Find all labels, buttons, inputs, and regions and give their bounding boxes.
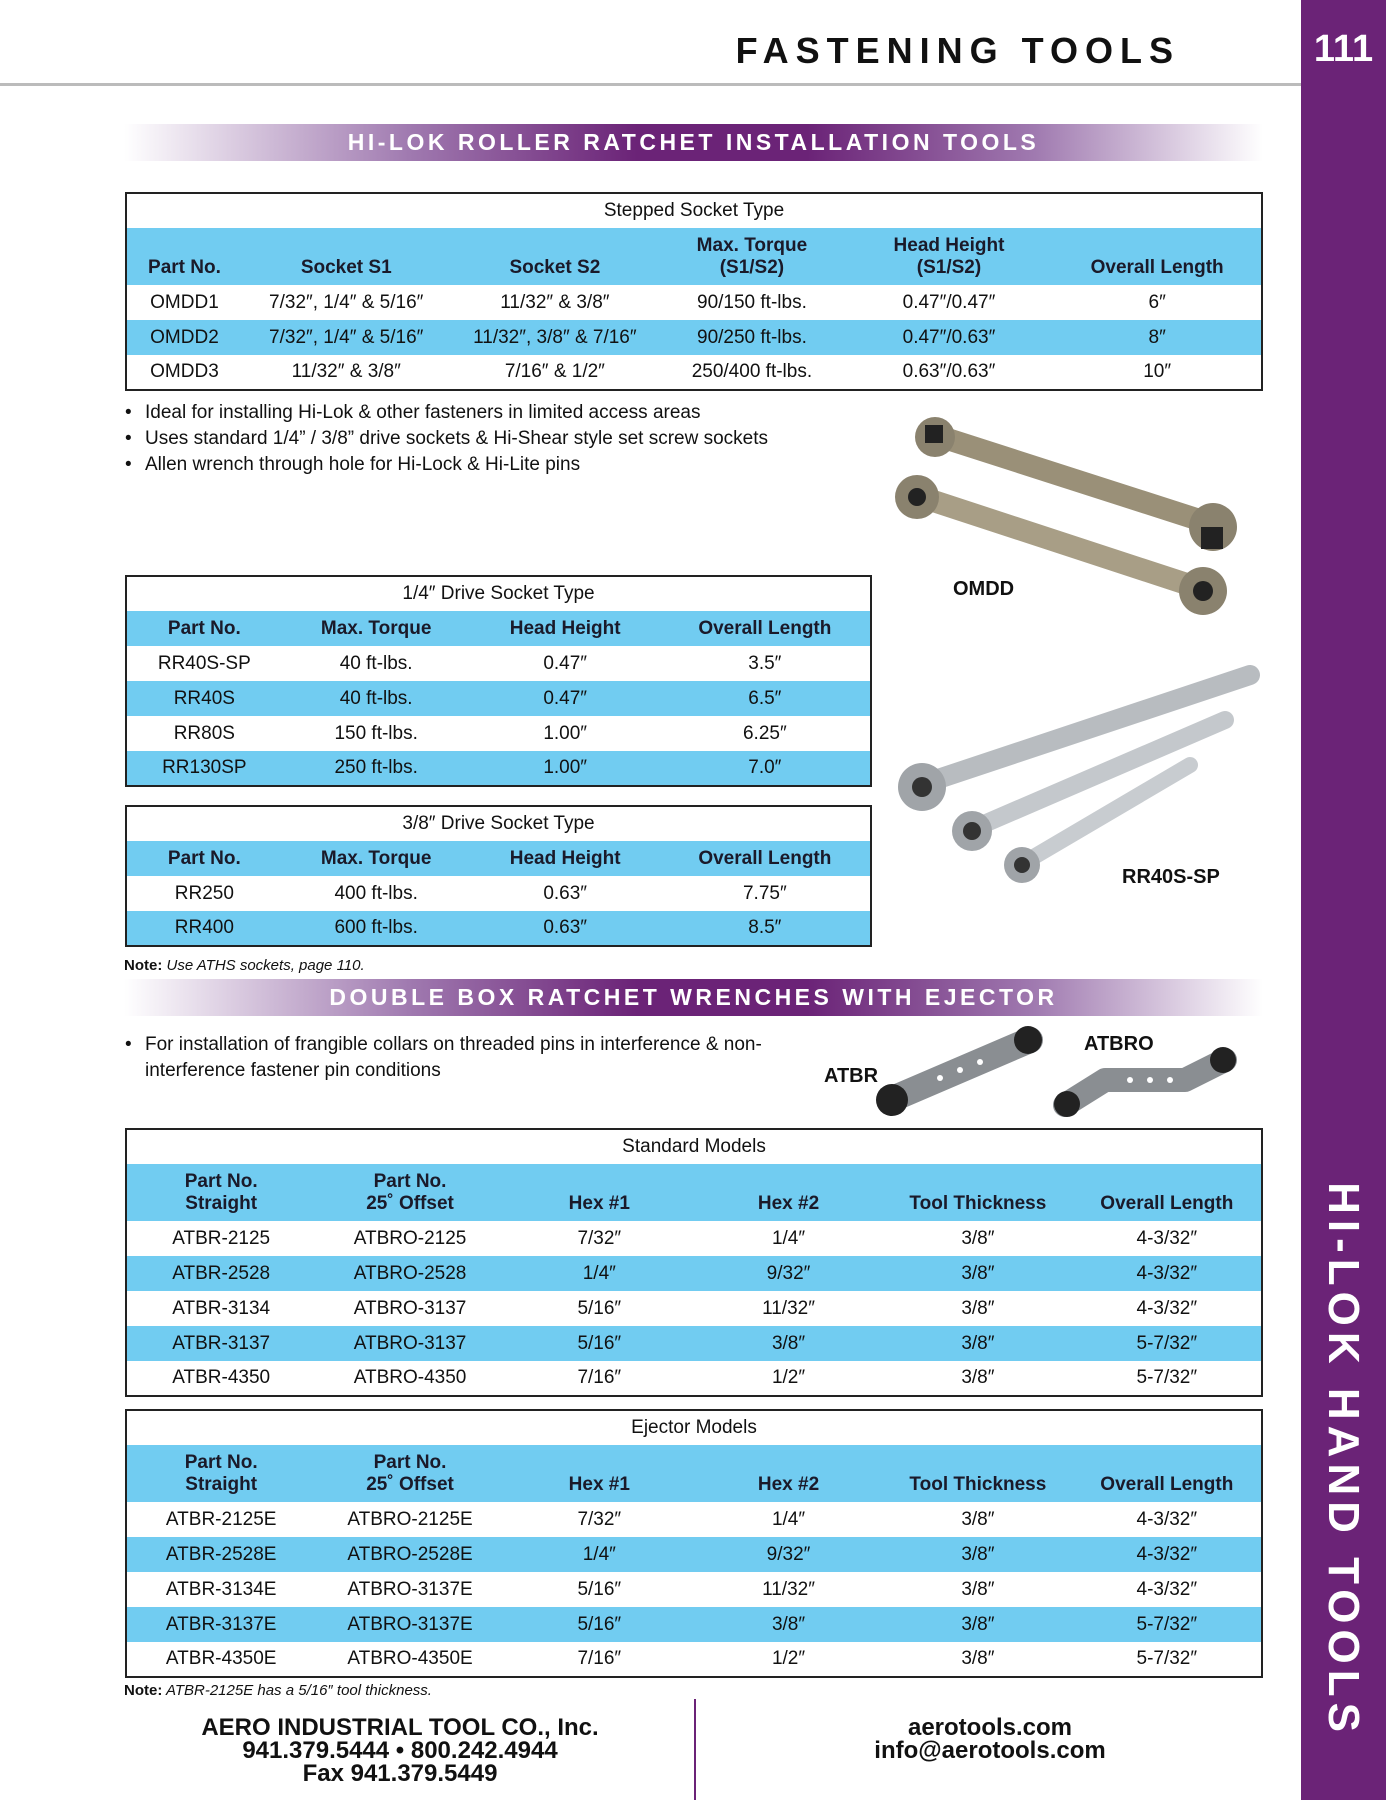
table-cell: 0.47″ [471,681,660,716]
column-header-line: Overall Length [1100,1193,1234,1214]
table-cell: 5-7/32″ [1136,1648,1198,1669]
column-header [1073,1164,1262,1221]
column-header-line: Tool Thickness [909,1193,1047,1214]
table-cell: 11/32″ & 3/8″ [500,291,610,313]
table-cell: 11/32″ & 3/8″ [291,361,401,382]
column-header [883,1445,1072,1502]
atbr-label: ATBR [824,1065,879,1087]
table-cell: 1/4″ [505,1256,694,1291]
bullet-item: • Uses standard 1/4” / 3/8” drive sockets & Hi-Shear style set screw sockets [125,426,768,452]
column-header [315,1164,504,1221]
table-cell: ATBR-2125E [165,1508,277,1530]
table-cell: 7/32″, 1/4″ & 5/16″ [242,320,451,355]
table-cell: 7/32″ [577,1508,622,1530]
table-cell: RR80S [173,722,235,744]
column-header [315,1445,504,1502]
table-row [126,1572,1262,1607]
note-label: Note: [124,1682,163,1699]
column-header-line: Part No. [148,257,221,278]
table-cell: ATBRO-3137 [315,1326,504,1361]
column-header [282,611,471,646]
table-cell: 5/16″ [577,1297,622,1319]
table-cell: 250/400 ft-lbs. [691,361,813,382]
column-header-line: Max. Torque [320,847,432,869]
table-cell: 3/8″ [883,1607,1072,1642]
column-header-line: Socket S2 [509,257,601,278]
table-cell: 0.47″/0.47″ [902,291,996,313]
column-header [451,228,660,285]
table-cell: 40 ft-lbs. [282,681,471,716]
table-cell: 3/8″ [961,1297,995,1319]
bullet-item: • Allen wrench through hole for Hi-Lock & Hi-Lite pins [125,452,768,478]
table-cell: 1.00″ [543,722,588,744]
omdd-label: OMDD [953,578,1015,600]
column-header-line: Part No. [373,1451,447,1473]
rr-ratchet-image [890,655,1270,895]
phone-numbers: 941.379.5444 • 800.242.4944 [242,1737,558,1764]
table-row [126,681,871,716]
quarter-drive-table [125,575,872,787]
column-header-line: 25˚ Offset [366,1473,454,1495]
column-header [126,611,282,646]
note-label: Note: [124,957,163,974]
table-header-row [126,1164,1262,1221]
table-cell: ATBRO-3137E [347,1578,473,1600]
table-row [126,1326,1262,1361]
table-cell: OMDD3 [150,361,219,382]
table-cell: 3/8″ [694,1607,883,1642]
table-cell: ATBRO-2528E [315,1537,504,1572]
table-cell: 5/16″ [577,1578,622,1600]
table-caption-row [126,1129,1262,1164]
table-cell: 3/8″ [883,1537,1072,1572]
column-header-line: (S1/S2) [916,256,982,278]
table-row [126,1607,1262,1642]
column-header [471,611,660,646]
table-cell: 4-3/32″ [1136,1297,1198,1319]
table-caption: Standard Models [622,1136,766,1157]
side-section-label: HI-LOK HAND TOOLS [1319,1182,1368,1738]
table-header-row [126,841,871,876]
table-row [126,1537,1262,1572]
table-cell: RR130SP [126,751,282,786]
table-cell: 90/150 ft-lbs. [697,291,807,313]
column-header [282,841,471,876]
column-header-line: Max. Torque [320,617,432,639]
atbr-wrench-image [870,1020,1050,1120]
table-row [126,1502,1262,1537]
table-row [126,1361,1262,1396]
table-caption-row [126,576,871,611]
email-link[interactable]: info@aerotools.com [874,1737,1106,1764]
column-header-line: (S1/S2) [719,256,785,278]
table-cell: RR400 [126,911,282,946]
table-cell: RR40S [126,681,282,716]
table-cell: 1.00″ [471,751,660,786]
column-header [126,1445,315,1502]
table-row [126,911,871,946]
column-header-line: Max. Torque [696,234,808,256]
table-cell: ATBR-2528E [126,1537,315,1572]
table-row [126,716,871,751]
table-cell: ATBRO-3137E [315,1607,504,1642]
table-cell: 150 ft-lbs. [334,722,418,744]
column-header [505,1445,694,1502]
table-cell: ATBR-4350E [165,1648,277,1669]
table-cell: 400 ft-lbs. [334,882,418,904]
column-header [1053,228,1262,285]
table-row [126,1256,1262,1291]
table-cell: 6″ [1148,291,1166,313]
table-row [126,751,871,786]
table-cell: 5/16″ [505,1326,694,1361]
table-cell: ATBRO-2125 [353,1227,467,1249]
page-title: FASTENING TOOLS [735,30,1180,71]
table-row [126,1291,1262,1326]
table-cell: ATBR-4350 [172,1367,271,1388]
table-cell: 6.25″ [742,722,787,744]
column-header-line: Straight [185,1473,258,1495]
section-banner-double-box: DOUBLE BOX RATCHET WRENCHES WITH EJECTOR [124,979,1263,1016]
note-text: ATBR-2125E has a 5/16″ tool thickness. [162,1682,432,1699]
table-cell: 250 ft-lbs. [282,751,471,786]
table-cell: 0.47″/0.63″ [845,320,1054,355]
company-name: AERO INDUSTRIAL TOOL CO., Inc. [201,1714,599,1741]
table-cell: 0.63″ [471,911,660,946]
feature-list-double-box [125,1032,825,1084]
table-cell: 8.5″ [660,911,871,946]
table-cell: RR40S-SP [157,652,251,674]
table-cell: 11/32″ [762,1297,815,1319]
table-cell: 5-7/32″ [1136,1367,1198,1388]
table-cell: 7.0″ [660,751,871,786]
footer-web [780,1716,1200,1762]
column-header [883,1164,1072,1221]
table-cell: ATBRO-4350E [347,1648,473,1669]
bullet-item: • Ideal for installing Hi-Lok & other fasteners in limited access areas [125,400,768,426]
table-cell: 7/16″ & 1/2″ [504,361,605,382]
fax-number: Fax 941.379.5449 [302,1760,498,1787]
table-cell: 8″ [1053,320,1262,355]
column-header [659,228,844,285]
table-cell: ATBRO-3137 [353,1297,467,1319]
section-banner-roller-ratchet: HI-LOK ROLLER RATCHET INSTALLATION TOOLS [124,124,1263,161]
column-header [471,841,660,876]
column-header-line: Head Height [509,617,621,639]
header-rule [0,83,1301,86]
table-cell: 4-3/32″ [1073,1537,1262,1572]
table-row [126,285,1262,320]
column-header [845,228,1054,285]
table-cell: 4-3/32″ [1136,1227,1198,1249]
table-cell: 600 ft-lbs. [282,911,471,946]
column-header-line: Head Height [509,847,621,869]
column-header-line: Overall Length [1100,1474,1234,1495]
table-cell: 1/4″ [505,1537,694,1572]
table-cell: 7/16″ [577,1648,622,1669]
column-header-line: Tool Thickness [909,1474,1047,1495]
column-header-line: Hex #1 [568,1193,630,1214]
table-cell: 3/8″ [961,1227,995,1249]
table-cell: 1/2″ [771,1648,806,1669]
column-header [242,228,451,285]
note-ejector-thickness [124,1682,432,1699]
column-header [126,1164,315,1221]
feature-list-roller [125,400,768,478]
table-cell: RR250 [174,882,234,904]
table-row [126,320,1262,355]
table-cell: 11/32″, 3/8″ & 7/16″ [451,320,660,355]
table-caption: 3/8″ Drive Socket Type [402,813,595,834]
table-cell: ATBRO-4350 [353,1367,467,1388]
column-header-line: 25˚ Offset [366,1192,454,1214]
column-header [694,1445,883,1502]
column-header-line: Socket S1 [300,257,392,278]
ejector-models-table [125,1409,1263,1678]
omdd-wrench-image [895,415,1255,615]
page-number: 111 [1313,28,1374,70]
column-header-line: Hex #2 [757,1193,820,1214]
stepped-socket-table [125,192,1263,391]
table-cell: 4-3/32″ [1136,1508,1198,1530]
table-caption: Ejector Models [631,1417,757,1438]
table-caption-row [126,193,1262,228]
table-cell: 0.47″ [543,652,588,674]
column-header [1073,1445,1262,1502]
rr40s-sp-label: RR40S-SP [1122,866,1220,888]
table-cell: ATBR-3137E [126,1607,315,1642]
atbro-label: ATBRO [1084,1033,1154,1055]
table-cell: 1/4″ [771,1508,806,1530]
table-cell: 7.75″ [742,882,787,904]
table-cell: 3/8″ [883,1256,1072,1291]
table-cell: OMDD1 [150,291,219,313]
column-header-line: Part No. [167,617,241,639]
table-cell: ATBR-2125 [172,1227,271,1249]
column-header-line: Part No. [184,1451,258,1473]
column-header-line: Overall Length [1090,257,1224,278]
table-cell: ATBRO-2528 [315,1256,504,1291]
column-header [126,841,282,876]
table-row [126,646,871,681]
column-header-line: Overall Length [698,847,832,869]
table-cell: 3/8″ [694,1326,883,1361]
table-cell: 10″ [1143,361,1172,382]
table-cell: 11/32″ [762,1578,815,1600]
note-text: Use ATHS sockets, page 110. [162,957,365,974]
table-cell: 0.63″ [543,882,588,904]
table-cell: 7/32″, 1/4″ & 5/16″ [269,291,424,313]
column-header-line: Head Height [893,234,1005,256]
three-eighths-drive-table [125,805,872,947]
table-cell: 1/2″ [771,1367,806,1388]
table-cell: 4-3/32″ [1136,1578,1198,1600]
table-cell: 5-7/32″ [1073,1607,1262,1642]
column-header-line: Hex #2 [757,1474,820,1495]
column-header-line: Hex #1 [568,1474,630,1495]
table-cell: 40 ft-lbs. [339,652,413,674]
table-caption: 1/4″ Drive Socket Type [402,583,595,604]
table-cell: 90/250 ft-lbs. [659,320,844,355]
column-header [660,611,871,646]
table-cell: 5/16″ [505,1607,694,1642]
column-header-line: Straight [185,1192,258,1214]
table-cell: 3/8″ [961,1367,995,1388]
table-cell: 3.5″ [748,652,782,674]
table-cell: 1/4″ [771,1227,806,1249]
table-cell: ATBR-3137 [126,1326,315,1361]
table-caption-row [126,806,871,841]
table-cell: 5-7/32″ [1073,1326,1262,1361]
table-cell: 7/32″ [577,1227,622,1249]
bullet-item: • For installation of frangible collars on threaded pins in interference & non-interference fastener pin conditions [125,1032,825,1084]
website-link[interactable]: aerotools.com [907,1714,1073,1741]
table-header-row [126,611,871,646]
column-header [660,841,871,876]
table-caption-row [126,1410,1262,1445]
column-header-line: Part No. [167,847,241,869]
table-header-row [126,1445,1262,1502]
note-ath-sockets [124,957,365,974]
table-row [126,355,1262,390]
column-header-line: Overall Length [698,617,832,639]
standard-models-table [125,1128,1263,1397]
column-header [694,1164,883,1221]
table-row [126,1221,1262,1256]
column-header-line: Part No. [373,1170,447,1192]
table-cell: 3/8″ [961,1648,995,1669]
table-cell: ATBRO-2125E [347,1508,473,1530]
table-cell: 3/8″ [883,1326,1072,1361]
table-cell: ATBR-2528 [126,1256,315,1291]
table-cell: 7/16″ [577,1367,622,1388]
table-cell: 6.5″ [660,681,871,716]
table-cell: 0.63″/0.63″ [902,361,996,382]
table-cell: 4-3/32″ [1073,1256,1262,1291]
column-header-line: Part No. [184,1170,258,1192]
table-cell: ATBR-3134 [172,1297,271,1319]
table-header-row [126,228,1262,285]
table-cell: 9/32″ [694,1256,883,1291]
table-row [126,876,871,911]
table-cell: 3/8″ [961,1508,995,1530]
table-cell: ATBR-3134E [165,1578,277,1600]
table-cell: 9/32″ [694,1537,883,1572]
column-header [126,228,242,285]
column-header [505,1164,694,1221]
footer-divider [694,1699,696,1800]
table-cell: 3/8″ [961,1578,995,1600]
table-cell: OMDD2 [126,320,242,355]
table-caption: Stepped Socket Type [603,200,785,221]
footer-contact [140,1716,660,1785]
table-row [126,1642,1262,1677]
